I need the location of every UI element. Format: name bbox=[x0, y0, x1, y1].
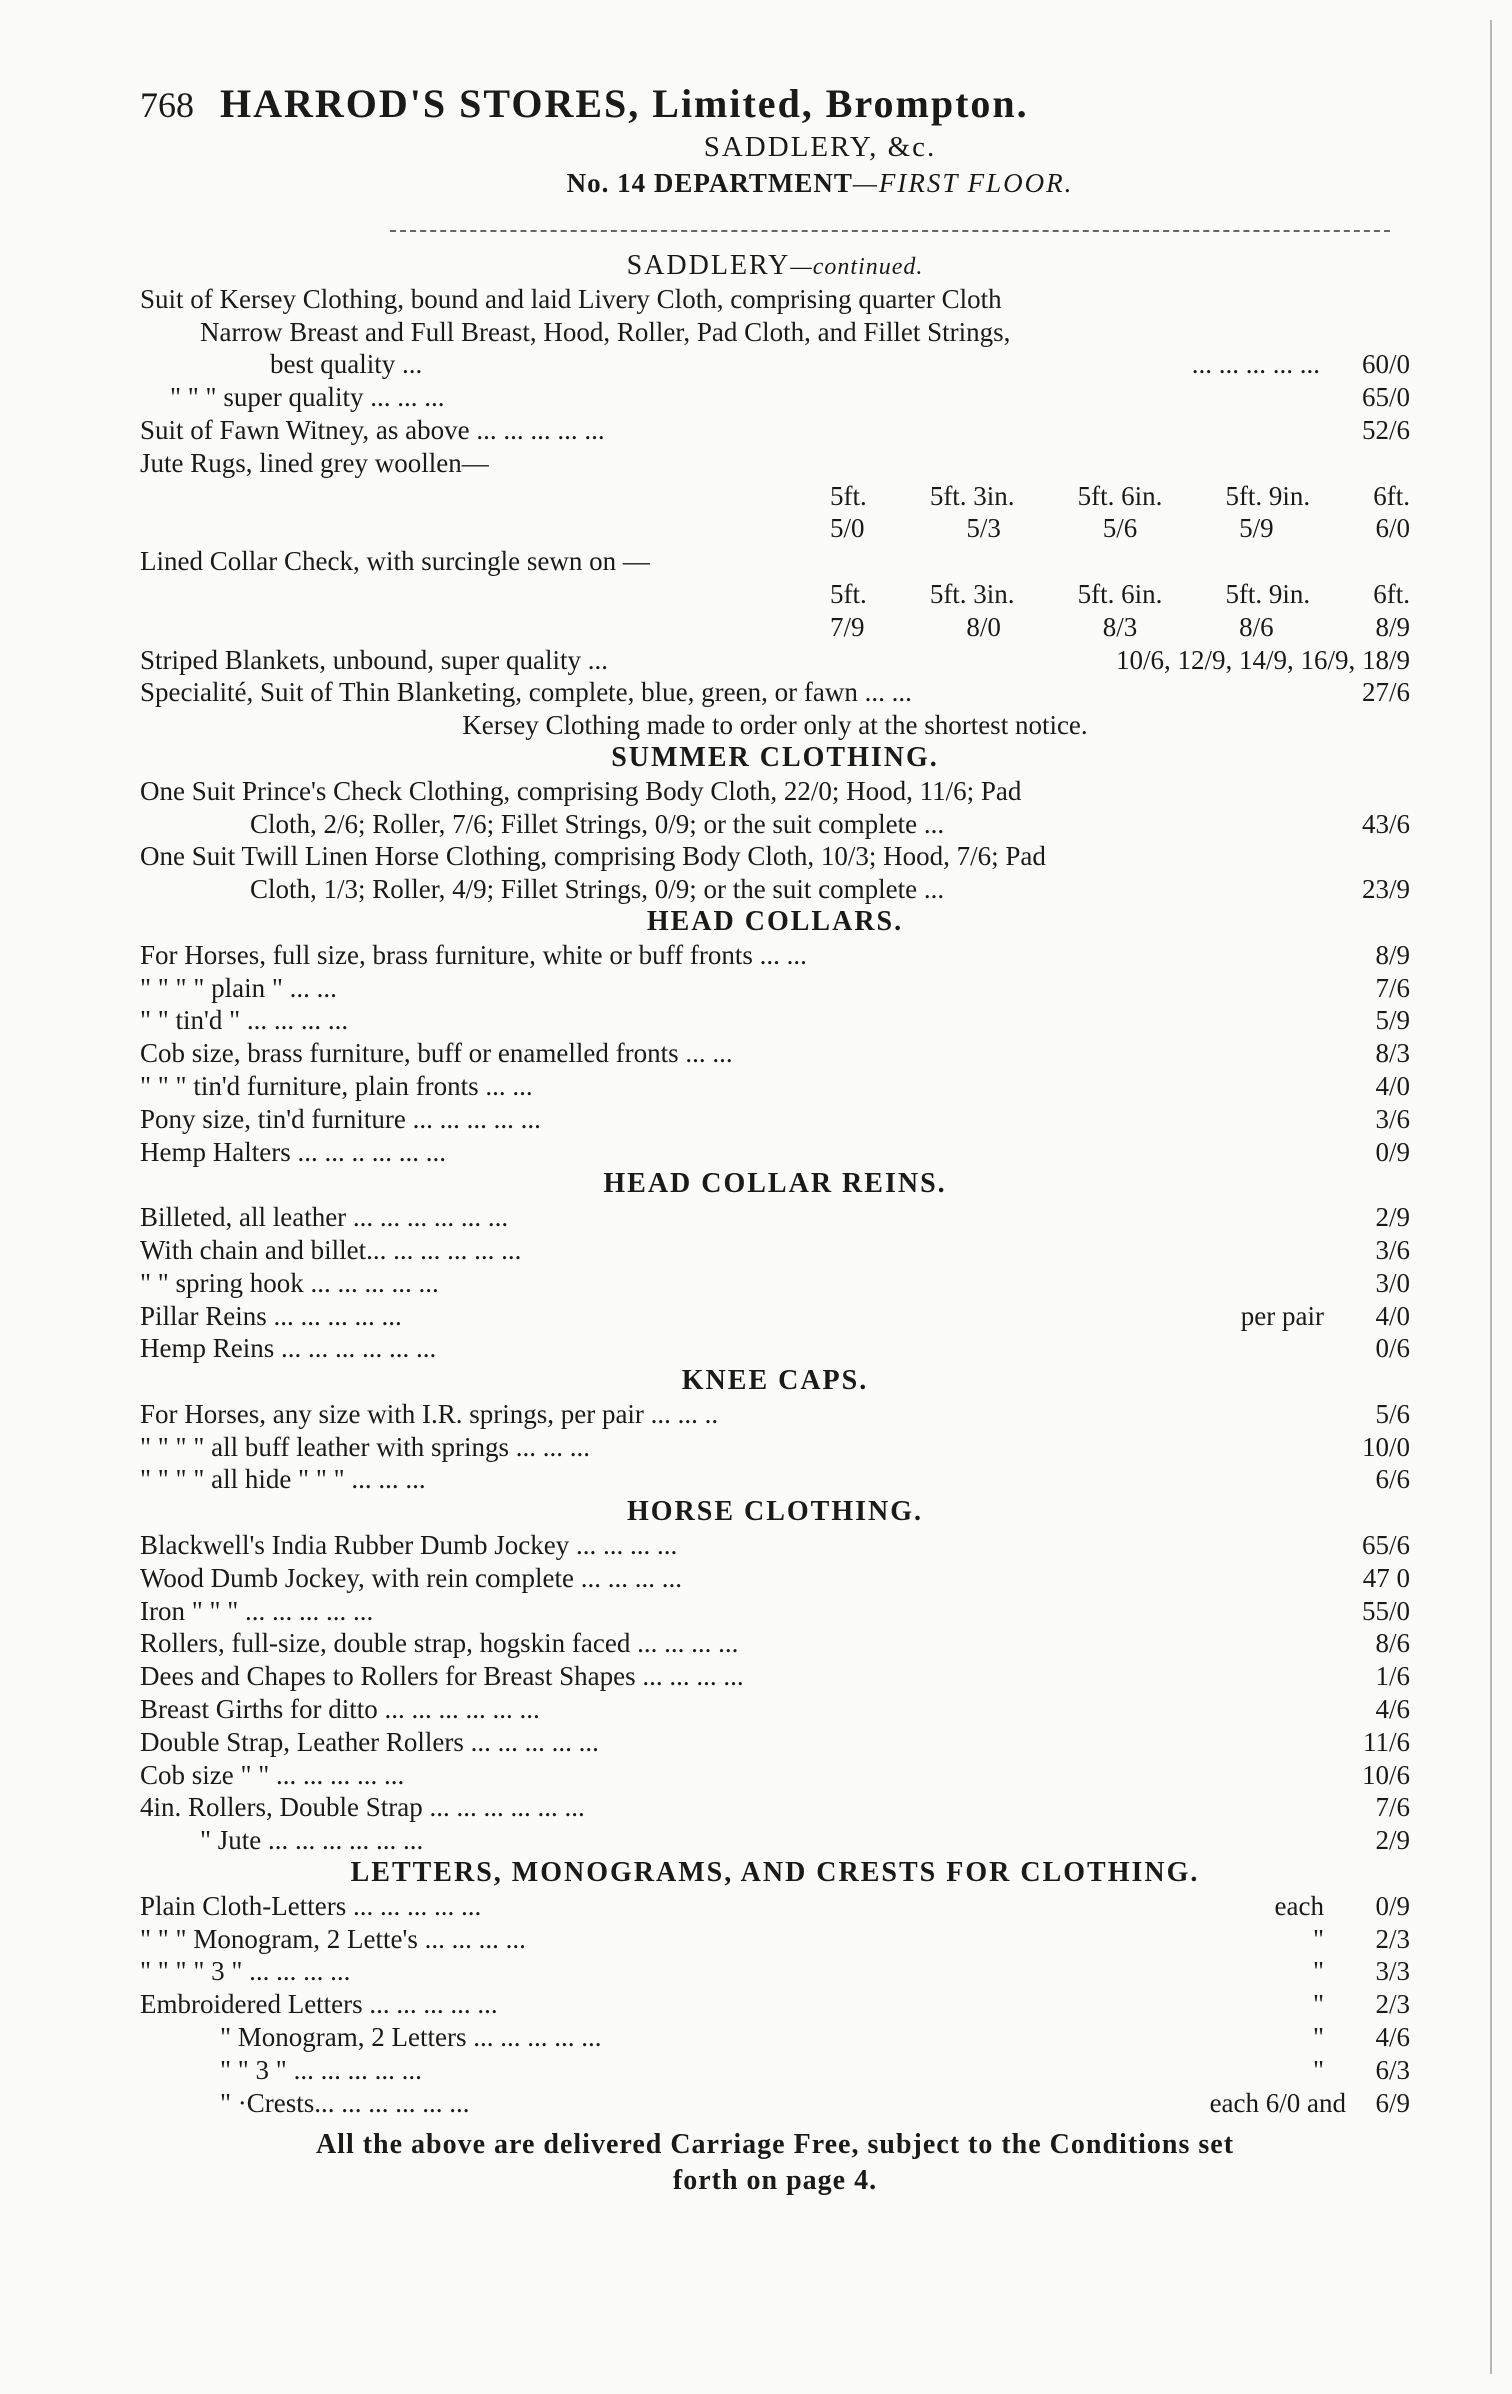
item-unit: each bbox=[1274, 1890, 1324, 1921]
item-text: " " " super quality ... ... ... bbox=[170, 382, 445, 413]
section-subtitle: SADDLERY, &c. bbox=[703, 131, 937, 163]
size-columns bbox=[830, 578, 1410, 611]
department-name: No. 14 DEPARTMENT bbox=[566, 168, 853, 198]
list-item bbox=[140, 1300, 1410, 1333]
list-item bbox=[140, 873, 1410, 906]
item-text: Embroidered Letters ... ... ... ... ... bbox=[140, 1989, 498, 2020]
list-item bbox=[140, 1988, 1410, 2021]
item-text: " " 3 " ... ... ... ... ... bbox=[220, 2054, 422, 2085]
section-heading: SUMMER CLOTHING. bbox=[611, 741, 939, 773]
list-item bbox=[140, 348, 1410, 381]
item-leader: ... ... ... ... ... bbox=[1191, 349, 1320, 380]
item-unit: each 6/0 and bbox=[1209, 2087, 1346, 2118]
section-heading: HEAD COLLAR REINS. bbox=[603, 1168, 947, 1200]
item-text: " " " " all hide " " " ... ... ... bbox=[140, 1464, 426, 1495]
item-text: 4in. Rollers, Double Strap ... ... ... ... ... ... bbox=[140, 1792, 585, 1823]
item-text: Cob size " " ... ... ... ... ... bbox=[140, 1759, 405, 1790]
list-item bbox=[140, 1463, 1410, 1496]
price-row bbox=[140, 512, 1410, 545]
list-item bbox=[140, 2021, 1410, 2054]
section-heading: KNEE CAPS. bbox=[681, 1365, 869, 1397]
price-cell: 8/6 bbox=[1239, 611, 1274, 642]
size-cell: 5ft. bbox=[830, 578, 867, 609]
item-text: One Suit Prince's Check Clothing, comprising Body Cloth, 22/0; Hood, 11/6; Pad bbox=[140, 775, 1022, 806]
size-cell: 5ft. 9in. bbox=[1225, 578, 1311, 609]
notice-line: Kersey Clothing made to order only at the shortest notice. bbox=[462, 710, 1088, 741]
list-item bbox=[140, 1693, 1410, 1726]
item-price: 4/6 bbox=[1375, 2022, 1410, 2053]
size-columns bbox=[830, 480, 1410, 513]
list-item bbox=[140, 1004, 1410, 1037]
item-text: " " " " plain " ... ... bbox=[140, 972, 337, 1003]
saddlery-heading-suffix: —continued. bbox=[790, 254, 924, 280]
price-cell: 5/0 bbox=[830, 513, 865, 544]
item-text: Suit of Fawn Witney, as above ... ... ... ... ... bbox=[140, 414, 605, 445]
item-unit: " bbox=[1312, 1956, 1324, 1987]
department-line bbox=[140, 168, 1400, 199]
list-item bbox=[140, 1431, 1410, 1464]
item-text: Dees and Chapes to Rollers for Breast Shapes ... ... ... ... bbox=[140, 1661, 744, 1692]
list-item bbox=[140, 1890, 1410, 1923]
list-item bbox=[140, 1201, 1410, 1234]
list-item bbox=[140, 840, 1410, 873]
section-heading: HEAD COLLARS. bbox=[646, 905, 904, 937]
list-item bbox=[140, 2087, 1410, 2120]
item-text: Hemp Reins ... ... ... ... ... ... bbox=[140, 1333, 437, 1364]
item-text: " ·Crests... ... ... ... ... ... bbox=[220, 2087, 470, 2118]
item-text: " " " " 3 " ... ... ... ... bbox=[140, 1956, 351, 1987]
size-cell: 5ft. 3in. bbox=[929, 578, 1015, 609]
item-text: Jute Rugs, lined grey woollen— bbox=[140, 447, 489, 478]
item-text: Lined Collar Check, with surcingle sewn on — bbox=[140, 546, 650, 577]
item-price: 23/9 bbox=[1361, 874, 1410, 905]
price-cell: 6/0 bbox=[1375, 513, 1410, 544]
item-text: Iron " " " ... ... ... ... ... bbox=[140, 1595, 374, 1626]
item-price: 6/9 bbox=[1375, 2087, 1410, 2118]
list-item bbox=[140, 1726, 1410, 1759]
item-text: Striped Blankets, unbound, super quality ... bbox=[140, 644, 608, 675]
item-price: 10/0 bbox=[1361, 1431, 1410, 1462]
item-price: 3/6 bbox=[1375, 1103, 1410, 1134]
list-item bbox=[140, 1267, 1410, 1300]
item-price: 10/6, 12/9, 14/9, 16/9, 18/9 bbox=[1115, 644, 1410, 675]
price-cell: 7/9 bbox=[830, 611, 865, 642]
size-cell: 5ft. 6in. bbox=[1077, 578, 1163, 609]
item-text: Blackwell's India Rubber Dumb Jockey ... ... ... ... bbox=[140, 1530, 678, 1561]
header-line bbox=[140, 80, 1400, 127]
item-price: 11/6 bbox=[1363, 1726, 1410, 1757]
item-text: " " " Monogram, 2 Lette's ... ... ... ... bbox=[140, 1923, 526, 1954]
list-item bbox=[140, 2054, 1410, 2087]
item-price: 7/6 bbox=[1375, 1792, 1410, 1823]
size-cell: 5ft. 3in. bbox=[929, 480, 1015, 511]
item-unit: " bbox=[1312, 2054, 1324, 2085]
item-text: Suit of Kersey Clothing, bound and laid Livery Cloth, comprising quarter Cloth bbox=[140, 283, 1002, 314]
item-price: 43/6 bbox=[1361, 808, 1410, 839]
item-text: " " " " all buff leather with springs ... ... ... bbox=[140, 1431, 591, 1462]
list-item bbox=[140, 1332, 1410, 1365]
list-item bbox=[140, 775, 1410, 808]
price-cell: 8/0 bbox=[966, 611, 1001, 642]
list-item bbox=[140, 1791, 1410, 1824]
catalogue-body bbox=[140, 250, 1410, 2199]
item-text: Hemp Halters ... ... .. ... ... ... bbox=[140, 1136, 446, 1167]
item-price: 65/0 bbox=[1361, 382, 1410, 413]
list-item bbox=[140, 1759, 1410, 1792]
section-heading: LETTERS, MONOGRAMS, AND CRESTS FOR CLOTHING. bbox=[350, 1857, 1200, 1889]
saddlery-heading-text: SADDLERY bbox=[626, 250, 791, 281]
page-number: 768 bbox=[140, 85, 194, 125]
item-price: 5/6 bbox=[1375, 1398, 1410, 1429]
item-unit: per pair bbox=[1240, 1300, 1324, 1331]
item-unit: " bbox=[1312, 1989, 1324, 2020]
list-item bbox=[140, 1660, 1410, 1693]
item-price: 3/3 bbox=[1375, 1956, 1410, 1987]
item-price: 65/6 bbox=[1361, 1530, 1410, 1561]
item-text: One Suit Twill Linen Horse Clothing, comprising Body Cloth, 10/3; Hood, 7/6; Pad bbox=[140, 841, 1046, 872]
list-item bbox=[140, 381, 1410, 414]
item-text: With chain and billet... ... ... ... ... ... bbox=[140, 1234, 522, 1265]
size-row bbox=[140, 578, 1410, 611]
price-columns bbox=[830, 512, 1410, 545]
item-text: Narrow Breast and Full Breast, Hood, Roller, Pad Cloth, and Fillet Strings, bbox=[200, 316, 1011, 347]
item-price: 7/6 bbox=[1375, 972, 1410, 1003]
item-unit: " bbox=[1312, 1923, 1324, 1954]
list-item bbox=[140, 414, 1410, 447]
section-heading: HORSE CLOTHING. bbox=[626, 1496, 924, 1528]
store-title: HARROD'S STORES, Limited, Brompton. bbox=[220, 81, 1029, 126]
item-price: 47 0 bbox=[1362, 1562, 1410, 1593]
item-price: 27/6 bbox=[1361, 677, 1410, 708]
item-text: Pony size, tin'd furniture ... ... ... ... ... bbox=[140, 1103, 541, 1134]
list-item bbox=[140, 1037, 1410, 1070]
footer-line-1: All the above are delivered Carriage Free, subject to the Conditions set bbox=[315, 2129, 1235, 2161]
item-text: " Jute ... ... ... ... ... ... bbox=[200, 1825, 424, 1856]
list-item bbox=[140, 939, 1410, 972]
item-text: " Monogram, 2 Letters ... ... ... ... ... bbox=[220, 2022, 602, 2053]
list-item bbox=[140, 1234, 1410, 1267]
item-text: Cloth, 1/3; Roller, 4/9; Fillet Strings, 0/9; or the suit complete ... bbox=[250, 874, 945, 905]
list-item bbox=[140, 1595, 1410, 1628]
item-price: 8/6 bbox=[1375, 1628, 1410, 1659]
footer-note bbox=[140, 2127, 1410, 2199]
item-text: Double Strap, Leather Rollers ... ... ... ... ... bbox=[140, 1726, 599, 1757]
item-text: best quality ... bbox=[270, 349, 423, 380]
item-price: 4/0 bbox=[1375, 1070, 1410, 1101]
item-price: 3/0 bbox=[1375, 1267, 1410, 1298]
price-row bbox=[140, 611, 1410, 644]
list-item bbox=[140, 1103, 1410, 1136]
saddlery-heading bbox=[140, 250, 1410, 283]
item-price: 10/6 bbox=[1361, 1759, 1410, 1790]
item-price: 60/0 bbox=[1361, 349, 1410, 380]
item-price: 6/6 bbox=[1375, 1464, 1410, 1495]
item-price: 8/9 bbox=[1375, 939, 1410, 970]
item-text: Plain Cloth-Letters ... ... ... ... ... bbox=[140, 1890, 482, 1921]
list-item bbox=[140, 808, 1410, 841]
item-text: " " spring hook ... ... ... ... ... bbox=[140, 1267, 439, 1298]
item-text: Wood Dumb Jockey, with rein complete ... ... ... ... bbox=[140, 1562, 682, 1593]
item-price: 2/3 bbox=[1375, 1923, 1410, 1954]
footer-line-2: forth on page 4. bbox=[672, 2165, 878, 2197]
list-item bbox=[140, 1070, 1410, 1103]
item-price: 2/3 bbox=[1375, 1989, 1410, 2020]
list-item bbox=[140, 1398, 1410, 1431]
size-row bbox=[140, 480, 1410, 513]
list-item bbox=[140, 545, 1410, 578]
price-cell: 5/3 bbox=[966, 513, 1001, 544]
item-text: " " tin'd " ... ... ... ... bbox=[140, 1005, 349, 1036]
item-text: Rollers, full-size, double strap, hogskin faced ... ... ... ... bbox=[140, 1628, 739, 1659]
size-cell: 6ft. bbox=[1373, 480, 1410, 511]
item-unit: " bbox=[1312, 2022, 1324, 2053]
item-price: 6/3 bbox=[1375, 2054, 1410, 2085]
size-cell: 6ft. bbox=[1373, 578, 1410, 609]
size-cell: 5ft. 9in. bbox=[1225, 480, 1311, 511]
item-price: 1/6 bbox=[1375, 1661, 1410, 1692]
list-item bbox=[140, 316, 1410, 349]
header-rule bbox=[390, 230, 1390, 233]
item-price: 4/6 bbox=[1375, 1694, 1410, 1725]
item-text: " " " tin'd furniture, plain fronts ... ... bbox=[140, 1070, 533, 1101]
item-text: For Horses, any size with I.R. springs, per pair ... ... .. bbox=[140, 1398, 719, 1429]
list-item bbox=[140, 283, 1410, 316]
item-price: 3/6 bbox=[1375, 1234, 1410, 1265]
item-price: 2/9 bbox=[1375, 1825, 1410, 1856]
item-price: 52/6 bbox=[1361, 414, 1410, 445]
item-text: Cob size, brass furniture, buff or enamelled fronts ... ... bbox=[140, 1038, 733, 1069]
item-price: 2/9 bbox=[1375, 1202, 1410, 1233]
item-price: 0/6 bbox=[1375, 1333, 1410, 1364]
list-item bbox=[140, 972, 1410, 1005]
item-price: 0/9 bbox=[1375, 1890, 1410, 1921]
item-price: 4/0 bbox=[1375, 1300, 1410, 1331]
list-item bbox=[140, 1562, 1410, 1595]
price-columns bbox=[830, 611, 1410, 644]
list-item bbox=[140, 1136, 1410, 1169]
item-text: Specialité, Suit of Thin Blanketing, complete, blue, green, or fawn ... ... bbox=[140, 677, 912, 708]
page-header bbox=[140, 80, 1400, 199]
list-item bbox=[140, 1627, 1410, 1660]
page-edge bbox=[1490, 20, 1492, 2374]
price-cell: 8/9 bbox=[1375, 611, 1410, 642]
item-text: Pillar Reins ... ... ... ... ... bbox=[140, 1300, 402, 1331]
size-cell: 5ft. 6in. bbox=[1077, 480, 1163, 511]
list-item bbox=[140, 676, 1410, 709]
item-price: 8/3 bbox=[1375, 1038, 1410, 1069]
item-text: For Horses, full size, brass furniture, white or buff fronts ... ... bbox=[140, 939, 807, 970]
price-cell: 5/6 bbox=[1102, 513, 1138, 544]
price-cell: 8/3 bbox=[1102, 611, 1138, 642]
item-text: Breast Girths for ditto ... ... ... ... ... ... bbox=[140, 1694, 540, 1725]
price-cell: 5/9 bbox=[1239, 513, 1274, 544]
list-item bbox=[140, 1923, 1410, 1956]
department-floor: —FIRST FLOOR. bbox=[852, 168, 1074, 198]
size-cell: 5ft. bbox=[830, 480, 867, 511]
item-text: Billeted, all leather ... ... ... ... ... ... bbox=[140, 1202, 509, 1233]
list-item bbox=[140, 1824, 1410, 1857]
item-price: 55/0 bbox=[1361, 1595, 1410, 1626]
item-price: 5/9 bbox=[1375, 1005, 1410, 1036]
list-item bbox=[140, 1529, 1410, 1562]
list-item bbox=[140, 447, 1410, 480]
list-item bbox=[140, 644, 1410, 677]
item-price: 0/9 bbox=[1375, 1136, 1410, 1167]
list-item bbox=[140, 1955, 1410, 1988]
item-text: Cloth, 2/6; Roller, 7/6; Fillet Strings, 0/9; or the suit complete ... bbox=[250, 808, 945, 839]
